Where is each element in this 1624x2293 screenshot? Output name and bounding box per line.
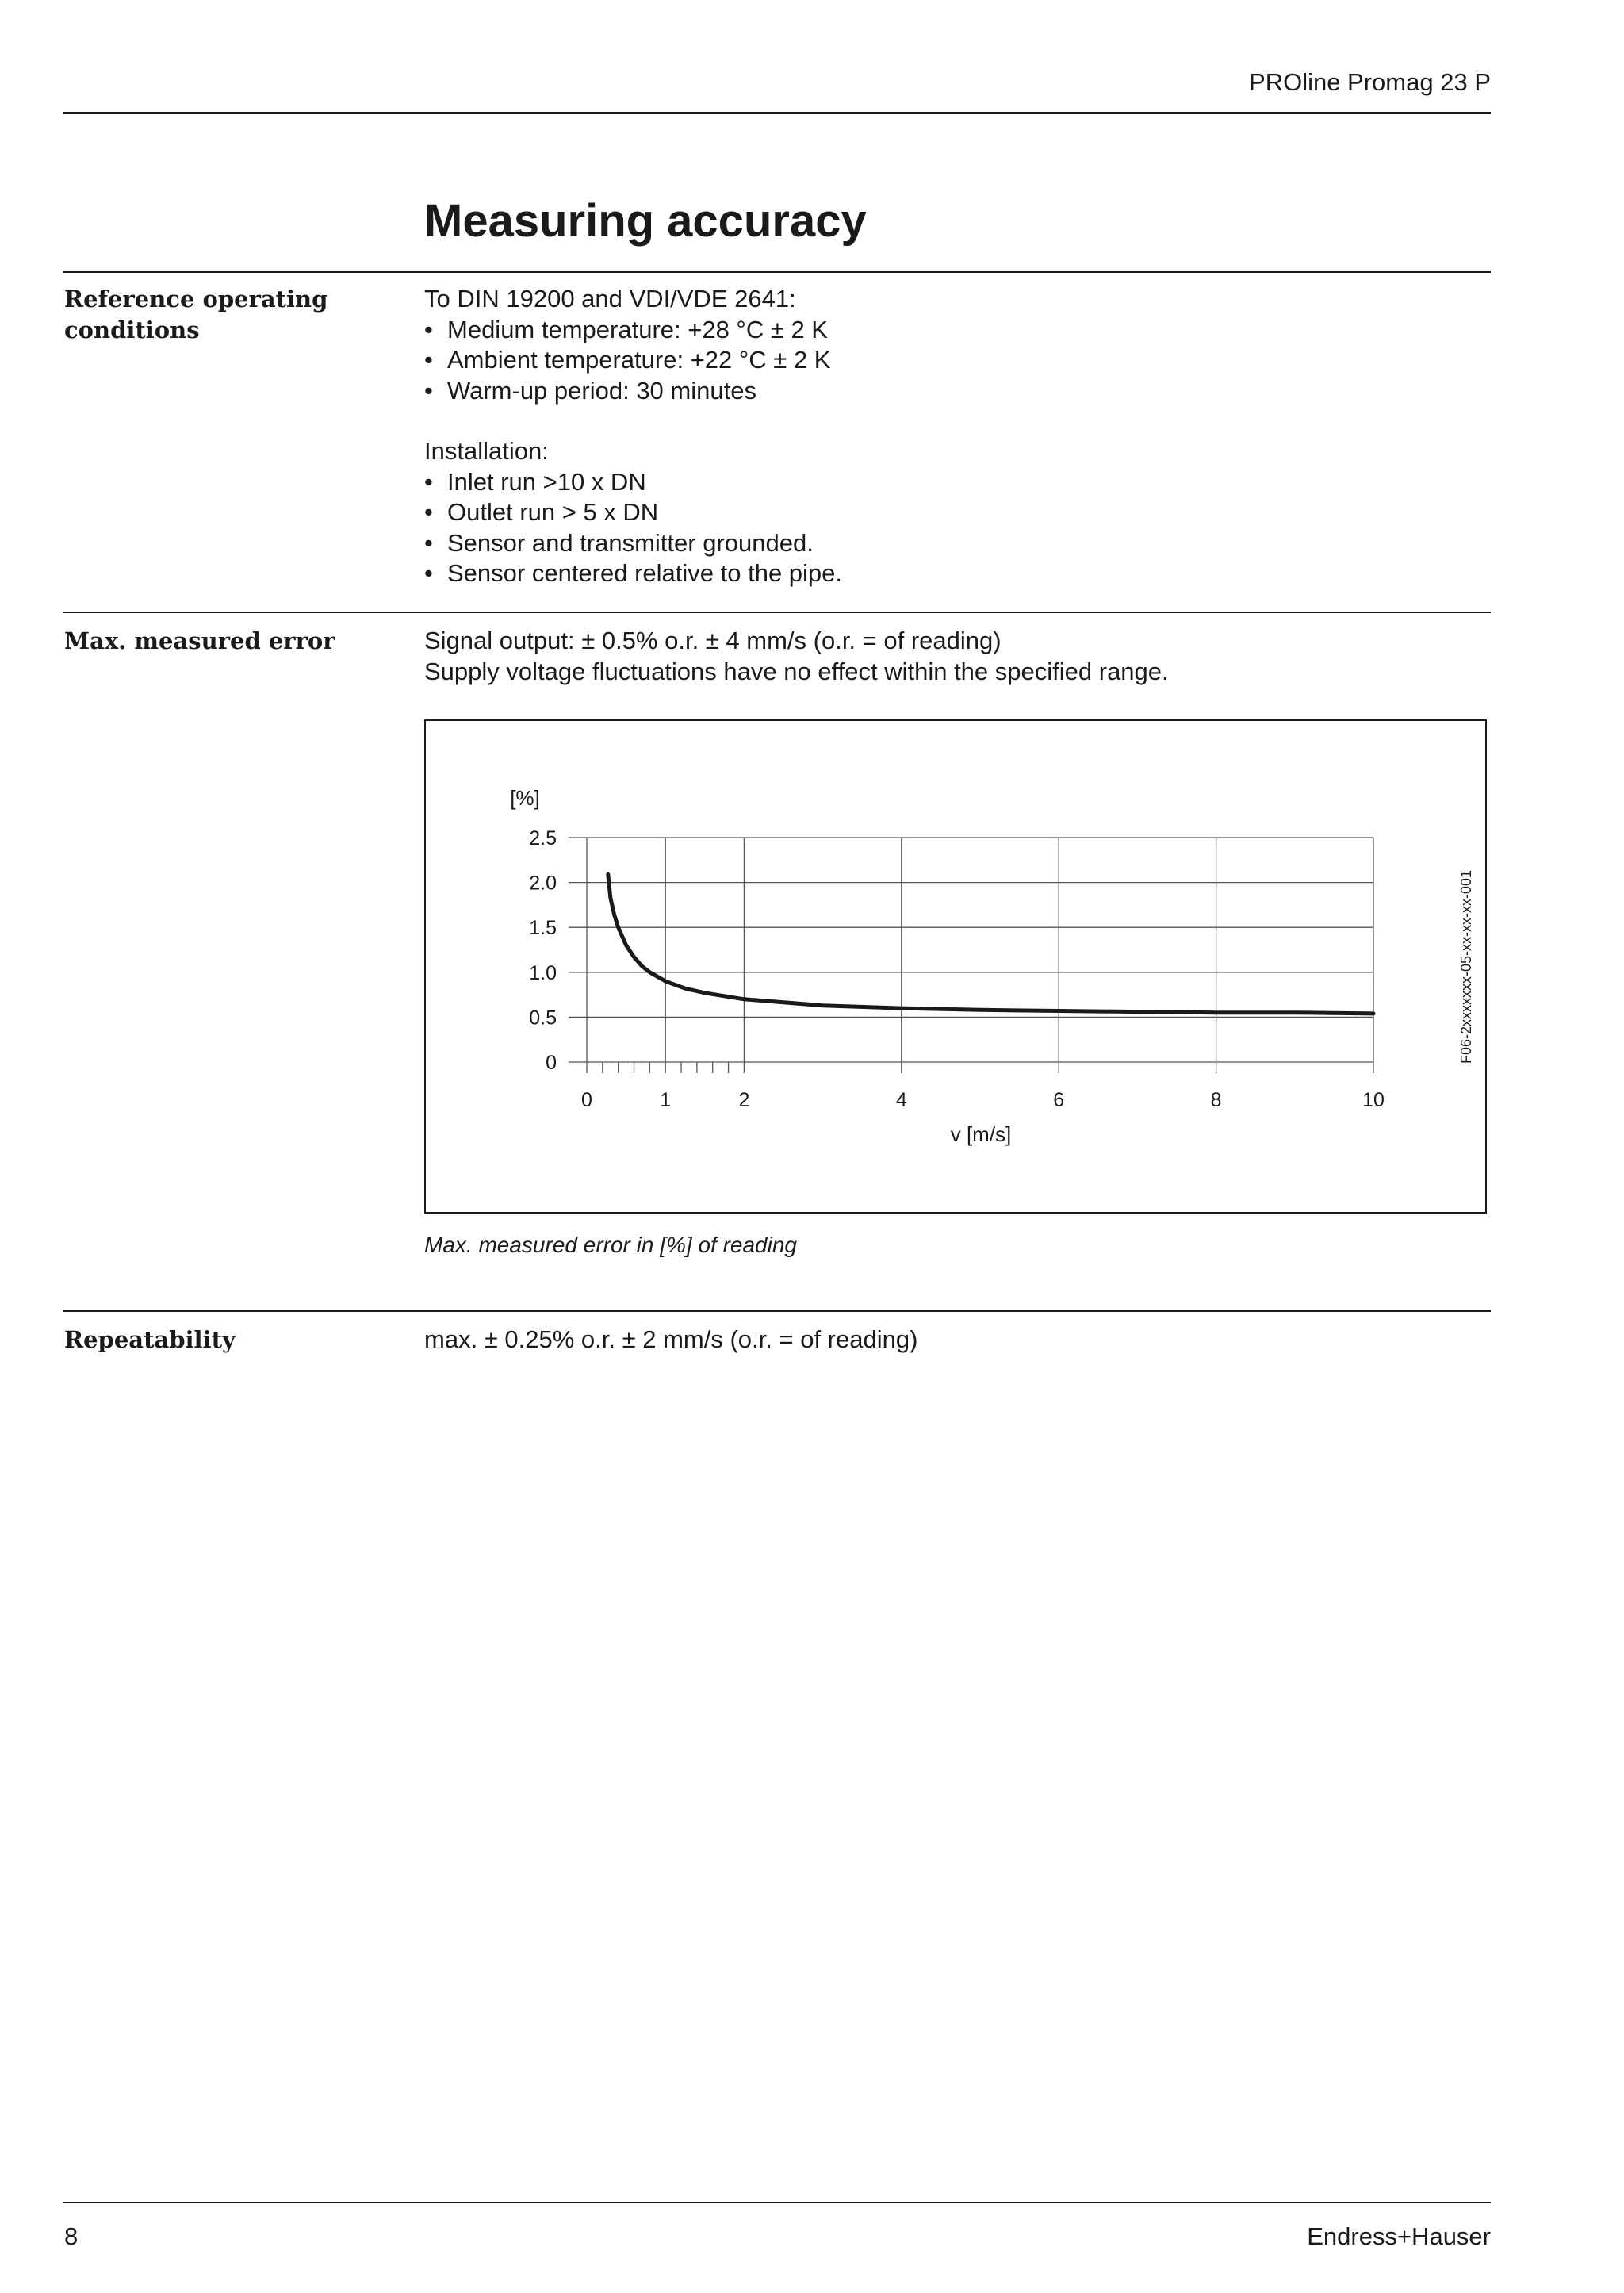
reference-conditions-body — [424, 284, 842, 589]
list-item — [424, 528, 842, 559]
y-tick-label: 1.5 — [529, 917, 557, 940]
y-tick-label: 0.5 — [529, 1007, 557, 1030]
document-header-title: PROline Promag 23 P — [1249, 68, 1491, 96]
bullet-icon: • — [424, 559, 433, 587]
list-item — [424, 497, 842, 528]
bullet-icon: • — [424, 376, 433, 405]
installation-heading: Installation: — [424, 437, 549, 465]
x-axis-label: v [m/s] — [950, 1122, 1012, 1146]
chart-grid — [569, 838, 1373, 1073]
list-item — [424, 467, 842, 498]
y-tick-label: 1.0 — [529, 961, 557, 984]
repeatability-body: max. ± 0.25% o.r. ± 2 mm/s (o.r. = of reading) — [424, 1325, 918, 1353]
y-axis-label: [%] — [510, 786, 540, 810]
max-error-label: Max. measured error — [64, 627, 335, 654]
bullet-icon: • — [424, 467, 433, 496]
brand-name: Endress+Hauser — [1307, 2222, 1491, 2250]
list-item-text: Sensor and transmitter grounded. — [447, 528, 814, 557]
section-divider — [63, 1310, 1491, 1312]
page-title: Measuring accuracy — [424, 195, 867, 247]
accuracy-chart-frame — [424, 719, 1487, 1214]
list-item — [424, 315, 842, 346]
x-tick-label: 6 — [1053, 1089, 1065, 1111]
list-item-text: Outlet run > 5 x DN — [447, 498, 659, 526]
bullet-icon: • — [424, 528, 433, 557]
footer-rule — [63, 2202, 1491, 2203]
y-tick-label: 0 — [546, 1052, 557, 1074]
section-divider — [63, 271, 1491, 273]
max-error-body — [424, 626, 1169, 687]
page-number: 8 — [64, 2222, 79, 2250]
list-item-text: Warm-up period: 30 minutes — [447, 376, 756, 405]
figure-id-label: F06-2xxxxxxx-05-xx-xx-xx-001 — [1458, 869, 1474, 1064]
repeatability-label: Repeatability — [64, 1326, 236, 1353]
section-divider — [63, 612, 1491, 613]
x-tick-label: 4 — [895, 1089, 907, 1111]
header-rule — [63, 112, 1491, 114]
x-tick-label: 0 — [581, 1089, 592, 1111]
figure-caption: Max. measured error in [%] of reading — [424, 1233, 797, 1257]
max-error-line: Signal output: ± 0.5% o.r. ± 4 mm/s (o.r. = of reading) — [424, 627, 1002, 654]
chart-series — [608, 874, 1373, 1014]
list-item-text: Inlet run >10 x DN — [447, 467, 646, 496]
reference-intro: To DIN 19200 and VDI/VDE 2641: — [424, 285, 796, 313]
bullet-icon: • — [424, 498, 433, 526]
accuracy-chart — [426, 721, 1488, 1215]
max-error-line: Supply voltage fluctuations have no effect within the specified range. — [424, 657, 1169, 685]
list-item — [424, 345, 842, 376]
y-tick-label: 2.5 — [529, 827, 557, 849]
y-tick-label: 2.0 — [529, 872, 557, 895]
bullet-icon: • — [424, 315, 433, 343]
list-item — [424, 376, 842, 407]
bullet-icon: • — [424, 346, 433, 374]
error-curve — [608, 874, 1373, 1014]
x-tick-label: 1 — [660, 1089, 672, 1111]
list-item-text: Medium temperature: +28 °C ± 2 K — [447, 315, 828, 343]
x-tick-label: 8 — [1210, 1089, 1222, 1111]
label-line: conditions — [64, 316, 200, 343]
chart-axes — [529, 827, 1385, 1111]
list-item-text: Ambient temperature: +22 °C ± 2 K — [447, 346, 831, 374]
reference-conditions-label — [64, 284, 327, 346]
list-item-text: Sensor centered relative to the pipe. — [447, 559, 843, 587]
list-item — [424, 558, 842, 589]
x-tick-label: 10 — [1362, 1089, 1385, 1111]
x-tick-label: 2 — [738, 1089, 750, 1111]
label-line: Reference operating — [64, 286, 328, 313]
